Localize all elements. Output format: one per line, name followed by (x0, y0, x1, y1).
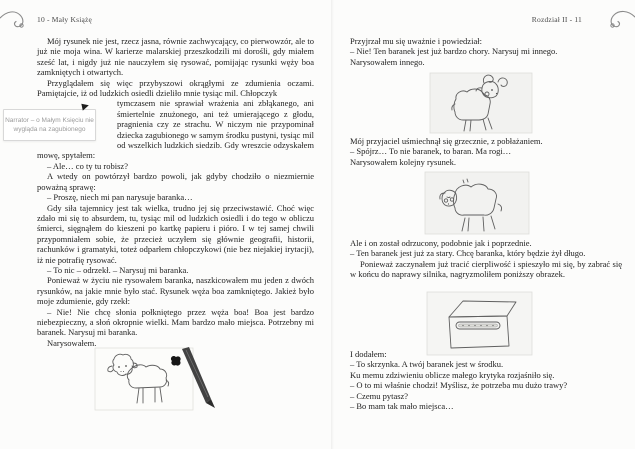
paragraph: Ponieważ w życiu nie rysowałem baranka, naszkicowałem mu jeden z dwóch rysunków, na jakie mnie było stać. Rysunek węża boa zamkniętego. Jakież było moje zdumienie, gdy rzekł: (37, 275, 314, 307)
dialog-line: – Spójrz… To nie baranek, to baran. Ma rogi… (350, 146, 512, 157)
dialog-line: – Nie! Ten baranek jest już bardzo chory. Narysuj mi innego. (350, 46, 558, 57)
right-page-text-block (350, 136, 622, 167)
paragraph: Ale i on został odrzucony, podobnie jak i poprzednie. (350, 238, 532, 248)
paragraph: Narysowałem. (47, 337, 97, 348)
left-page-text-column (37, 36, 314, 348)
right-page-text-block (350, 36, 622, 67)
paragraph: Ku memu zdziwieniu oblicze małego krytyka rozjaśniło się. (350, 369, 555, 380)
dialog-line: – Ten baranek jest już za stary. Chcę baranka, który będzie żył długo. (350, 248, 586, 259)
left-page-header: 10 - Mały Książę (37, 15, 93, 24)
right-page-text-block (350, 238, 622, 280)
lamb-drawing-illustration (88, 344, 223, 416)
paragraph: Mój rysunek nie jest, rzecz jasna, równie zachwycający, co pierwowzór, ale to już nie moja wina. W karierze malarskiej przeszkodzili mi dorośli, gdy miałem sześć lat, i nigdy już nie nauczyłem się rysować, pomijając rysunki węży boa zamkniętych i otwartych. (37, 36, 314, 78)
dialog-line: – Bo mam tak mało miejsca… (350, 401, 454, 412)
old-sheep-drawing-illustration (423, 168, 533, 238)
paragraph-text: tymczasem nie sprawiał wrażenia ani zbłąkanego, ani śmiertelnie znużonego, ani też umierającego z głodu, pragnienia czy ze strachu. W niczym nie przypominał dziecka zagubionego w samym środku pustyni, tysiąc mil od wszelkich ludzkich siedzib. Gdy wreszcie odzyskałem mowę, spytałem: (37, 98, 314, 161)
dialog-line: – Nie! Nie chcę słonia połkniętego przez węża boa! Boa jest bardzo niebezpieczny, a słoń okropnie wielki. Mam bardzo mało miejsca. Potrzebny mi baranek. Narysuj mi baranka. (37, 306, 314, 338)
ink-blot (171, 356, 181, 366)
flourish-ornament-icon (597, 7, 635, 33)
drawing-paper (430, 73, 532, 133)
dialog-line: – Proszę, niech mi pan narysuje baranka… (47, 192, 193, 203)
paragraph: Ponieważ zaczynałem już tracić cierpliwość i spieszyło mi się, by zabrać się w końcu do naprawy silnika, nagryzmoliłem poniższy obrazek. (350, 258, 622, 280)
paragraph: Przyglądałem się więc przybyszowi okrągłymi ze zdumienia oczami. Pamiętajcie, iż od ludzkich osiedli dzieliło mnie tysiąc mil. Chłopczyk (37, 77, 314, 99)
paragraph: Narysowałem innego. (350, 56, 425, 67)
ram-drawing-illustration (428, 70, 534, 136)
paragraph: Narysowałem kolejny rysunek. (350, 156, 456, 167)
margin-note-spacer (37, 98, 117, 140)
dialog-line: – Ale… co ty tu robisz? (47, 160, 128, 171)
dialog-line: – Czemu pytasz? (350, 390, 409, 401)
dialog-line: – To skrzynka. A twój baranek jest w środku. (350, 359, 504, 370)
drawing-paper (425, 172, 529, 234)
box-drawing-illustration (425, 288, 535, 358)
page-seam (331, 0, 334, 449)
paragraph (37, 98, 314, 160)
paragraph: Przyjrzał mu się uważnie i powiedział: (350, 36, 482, 46)
paragraph: I dodałem: (350, 349, 387, 359)
paragraph: A wtedy on powtórzył bardzo powoli, jak gdyby chodziło o niezmiernie poważną sprawę: (37, 171, 314, 192)
dialog-line: – O to mi właśnie chodzi! Myślisz, że potrzeba mu dużo trawy? (350, 380, 568, 391)
paragraph: Mój przyjaciel uśmiechnął się grzecznie, z pobłażaniem. (350, 136, 543, 146)
right-page-header: Rozdział II - 11 (531, 15, 582, 24)
flourish-ornament-icon (0, 7, 34, 33)
paragraph: Gdy siła tajemnicy jest tak wielka, trudno jej się przeciwstawić. Choć więc zdało mi się to absurdem, tu, tysiąc mil od ludzkich osiedli i do tego w obliczu śmierci, sięgnąłem do kieszeni po kartkę papieru i pióro. I w tej samej chwili przypomniałem sobie, że przecież uczyłem się głównie geografii, historii, rachunków i gramatyki, toteż odparłem chłopczykowi (nie bez niejakiej irytacji), iż nie potrafię rysować. (37, 202, 314, 265)
dialog-line: – To nic – odrzekł. – Narysuj mi baranka. (47, 264, 189, 275)
margin-note: Narrator – o Małym Księciu nie wygląda na zagubionego (3, 109, 96, 141)
right-page-text-block (350, 349, 622, 411)
